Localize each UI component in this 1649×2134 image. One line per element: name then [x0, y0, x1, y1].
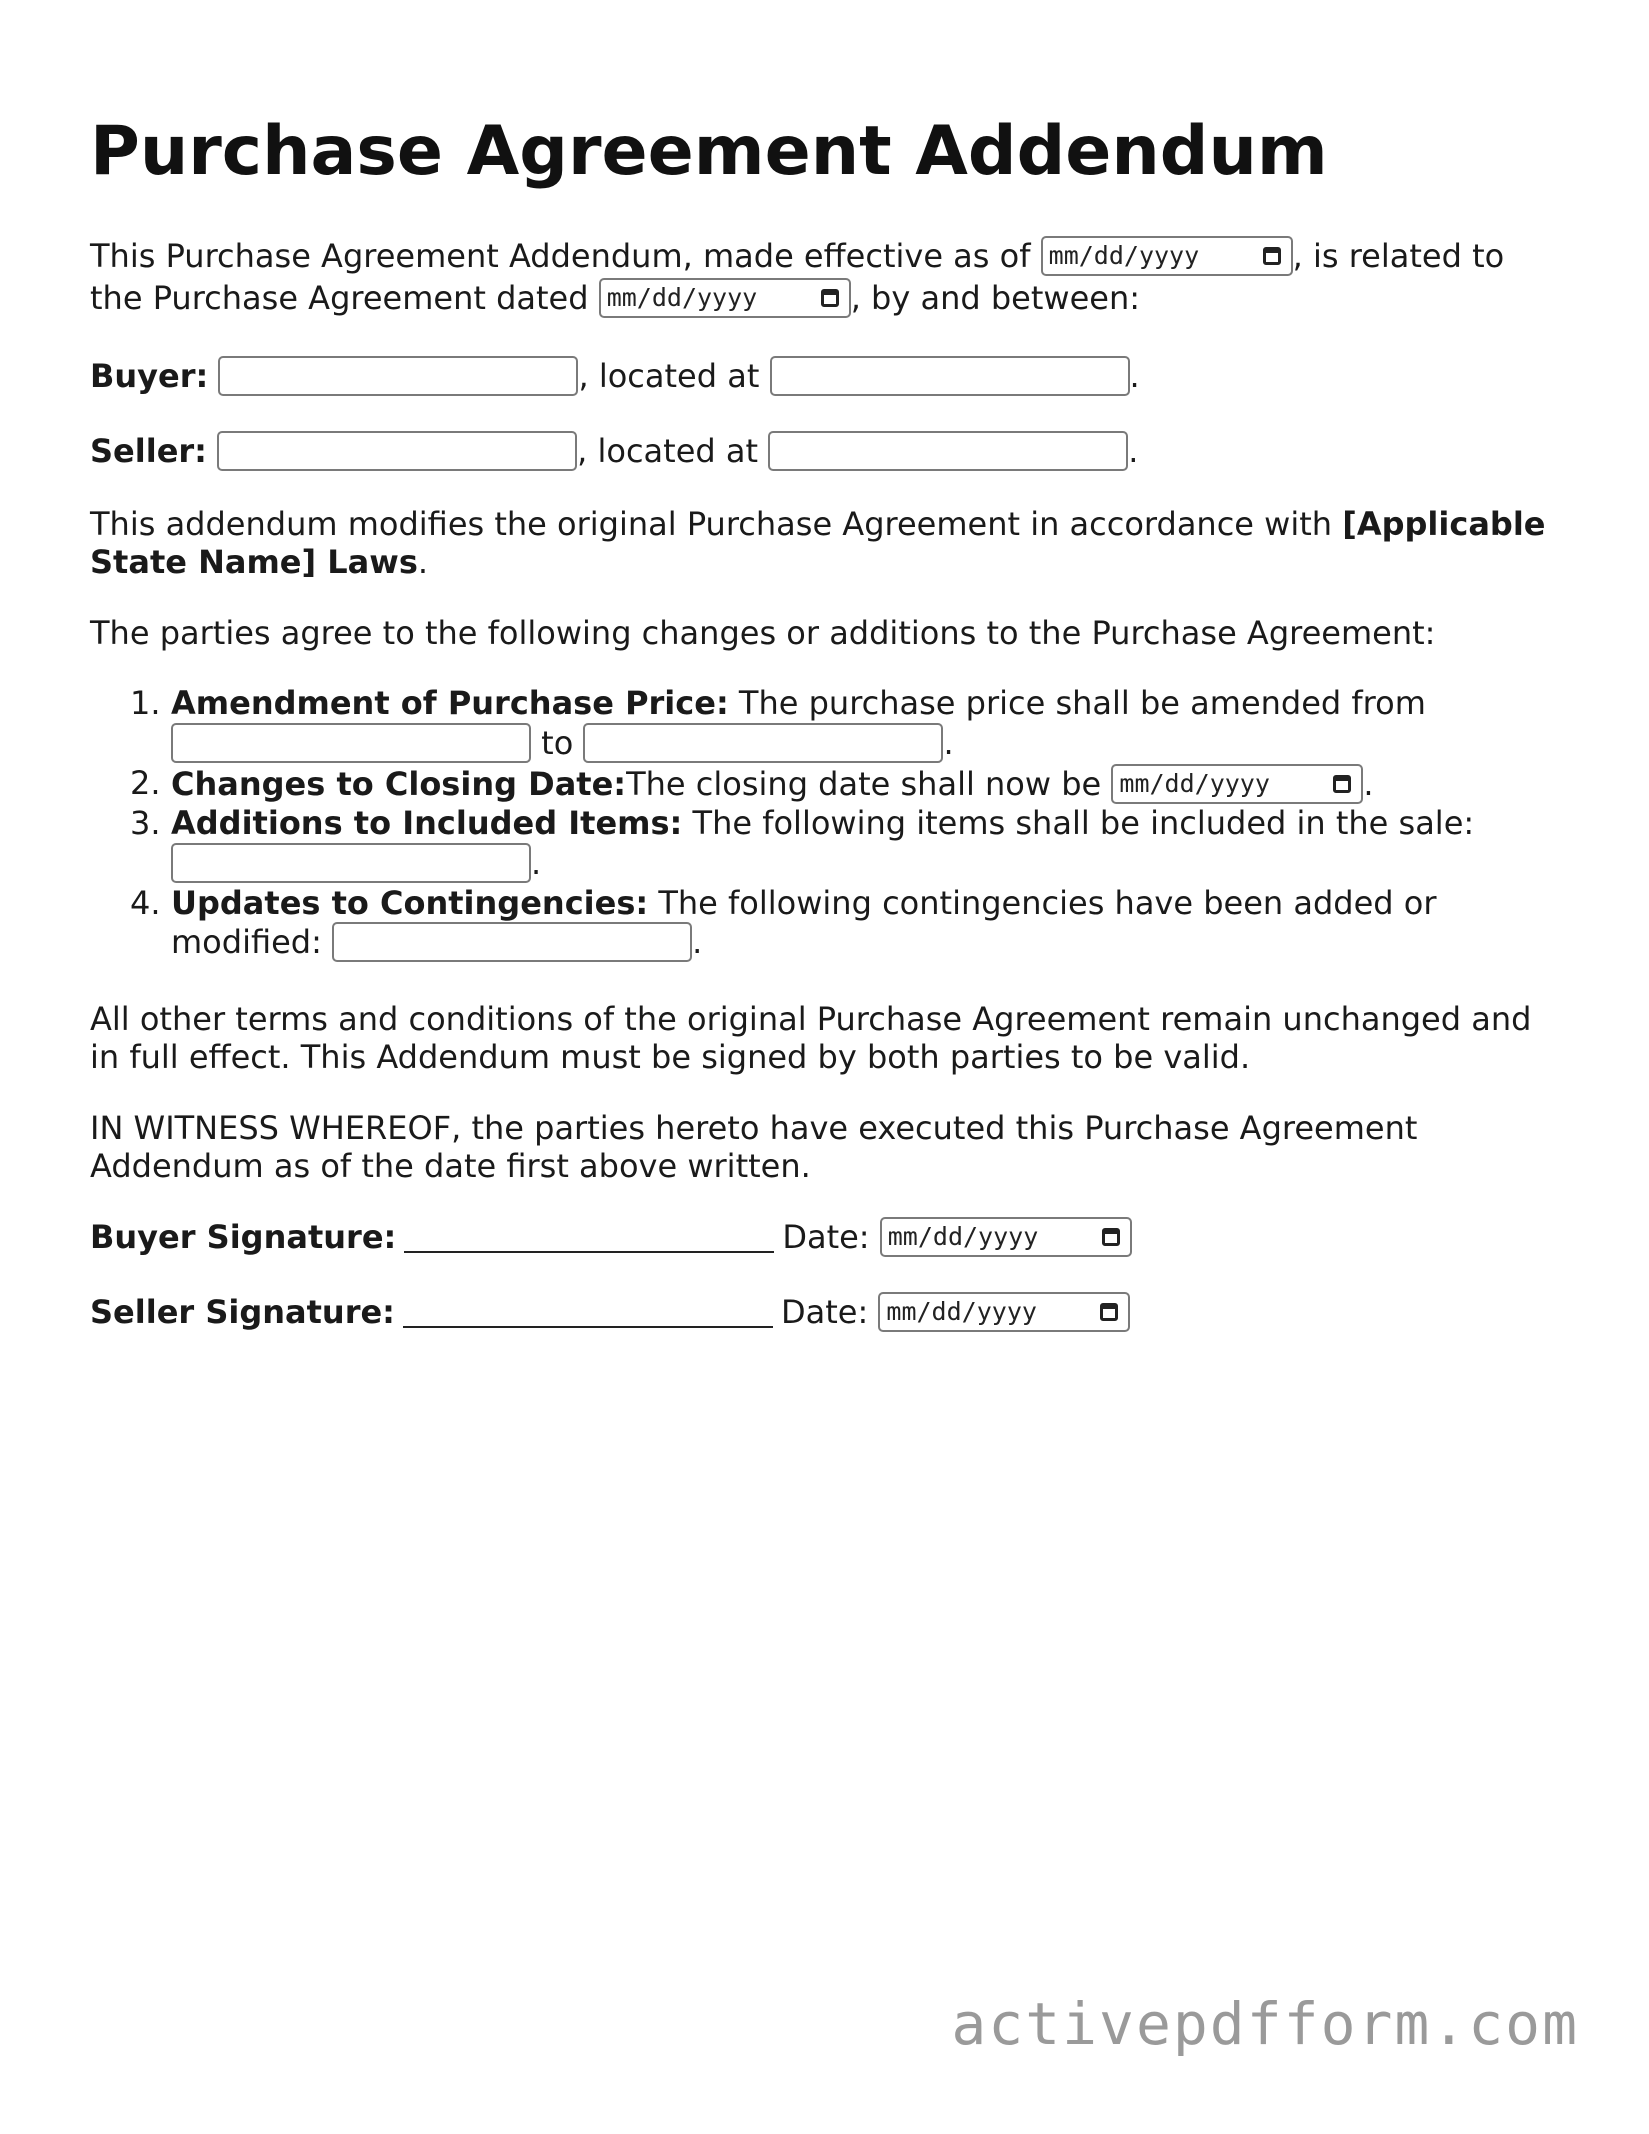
included-items-input[interactable]	[171, 843, 531, 883]
list-item-contingencies	[90, 884, 1570, 962]
date-placeholder: mm/dd/yyyy	[887, 1222, 1039, 1251]
item-title: Changes to Closing Date:	[171, 765, 627, 803]
watermark: activepdfform.com	[951, 1990, 1579, 2058]
intro-text-2: , is related to	[1292, 237, 1505, 275]
buyer-signature-line[interactable]	[404, 1221, 774, 1253]
item-end: .	[692, 923, 703, 961]
item-title: Amendment of Purchase Price:	[171, 684, 729, 722]
item-text: The following contingencies have been added or	[648, 884, 1437, 922]
calendar-icon[interactable]	[1263, 247, 1281, 265]
seller-signature-line[interactable]	[403, 1296, 773, 1328]
item-text: The closing date shall now be	[626, 765, 1102, 803]
item-title: Updates to Contingencies:	[171, 884, 649, 922]
list-item-closing-date	[90, 764, 1570, 804]
effective-date-input[interactable]	[1041, 236, 1293, 276]
price-from-input[interactable]	[171, 723, 531, 763]
calendar-icon[interactable]	[821, 289, 839, 307]
terms-line-1: All other terms and conditions of the original Purchase Agreement remain unchanged and	[90, 1000, 1532, 1038]
modifies-bold-2: State Name] Laws	[90, 543, 418, 581]
buyer-signature-label: Buyer Signature:	[90, 1218, 397, 1256]
modifies-text: This addendum modifies the original Purchase Agreement in accordance with	[90, 505, 1343, 543]
buyer-located-text: , located at	[578, 357, 760, 395]
buyer-address-input[interactable]	[770, 356, 1130, 396]
calendar-icon[interactable]	[1102, 1228, 1120, 1246]
page-title: Purchase Agreement Addendum	[90, 112, 1328, 191]
date-label: Date:	[780, 1293, 869, 1331]
intro-text-4: , by and between:	[850, 279, 1140, 317]
date-label: Date:	[782, 1218, 870, 1256]
seller-label: Seller:	[90, 432, 207, 470]
buyer-end: .	[1129, 357, 1140, 395]
seller-row	[90, 431, 1570, 471]
changes-list	[90, 684, 1570, 962]
item-title: Additions to Included Items:	[171, 804, 683, 842]
agree-paragraph: The parties agree to the following changes or additions to the Purchase Agreement:	[90, 614, 1436, 652]
calendar-icon[interactable]	[1333, 775, 1351, 793]
list-number: 1.	[130, 684, 161, 722]
list-number: 2.	[130, 764, 161, 802]
seller-signature-label: Seller Signature:	[90, 1293, 395, 1331]
terms-line-2: in full effect. This Addendum must be signed by both parties to be valid.	[90, 1038, 1251, 1076]
witness-paragraph	[90, 1109, 1570, 1185]
seller-name-input[interactable]	[217, 431, 577, 471]
intro-text-1: This Purchase Agreement Addendum, made effective as of	[90, 237, 1031, 275]
agreement-date-input[interactable]	[599, 278, 851, 318]
price-to-text: to	[541, 724, 574, 762]
modifies-paragraph	[90, 505, 1570, 581]
buyer-label: Buyer:	[90, 357, 209, 395]
list-number: 4.	[130, 884, 161, 922]
terms-paragraph	[90, 1000, 1570, 1076]
intro-text-3: the Purchase Agreement dated	[90, 279, 589, 317]
item-end: .	[531, 844, 542, 882]
buyer-name-input[interactable]	[218, 356, 578, 396]
price-to-input[interactable]	[583, 723, 943, 763]
buyer-row	[90, 356, 1570, 396]
item-text: The following items shall be included in the sale:	[682, 804, 1475, 842]
date-placeholder: mm/dd/yyyy	[606, 283, 758, 312]
date-placeholder: mm/dd/yyyy	[886, 1297, 1037, 1326]
date-placeholder: mm/dd/yyyy	[1119, 769, 1270, 798]
list-item-price	[90, 684, 1570, 764]
intro-paragraph	[90, 236, 1570, 318]
seller-signature-date-input[interactable]	[878, 1292, 1130, 1332]
list-number: 3.	[130, 804, 161, 842]
seller-located-text: , located at	[577, 432, 759, 470]
seller-end: .	[1128, 432, 1139, 470]
list-item-included-items	[90, 804, 1570, 884]
closing-date-input[interactable]	[1111, 764, 1363, 804]
modifies-bold-1: [Applicable	[1342, 505, 1546, 543]
seller-address-input[interactable]	[768, 431, 1128, 471]
witness-line-1: IN WITNESS WHEREOF, the parties hereto have executed this Purchase Agreement	[90, 1109, 1418, 1147]
buyer-signature-date-input[interactable]	[880, 1217, 1132, 1257]
item-text: The purchase price shall be amended from	[728, 684, 1426, 722]
witness-line-2: Addendum as of the date first above written.	[90, 1147, 811, 1185]
item-end: .	[943, 724, 954, 762]
calendar-icon[interactable]	[1100, 1303, 1118, 1321]
date-placeholder: mm/dd/yyyy	[1048, 241, 1200, 270]
item-text-2: modified:	[171, 923, 322, 961]
seller-signature-row	[90, 1292, 1570, 1332]
modifies-end: .	[417, 543, 429, 581]
item-end: .	[1363, 765, 1374, 803]
buyer-signature-row	[90, 1217, 1570, 1257]
contingencies-input[interactable]	[332, 922, 692, 962]
